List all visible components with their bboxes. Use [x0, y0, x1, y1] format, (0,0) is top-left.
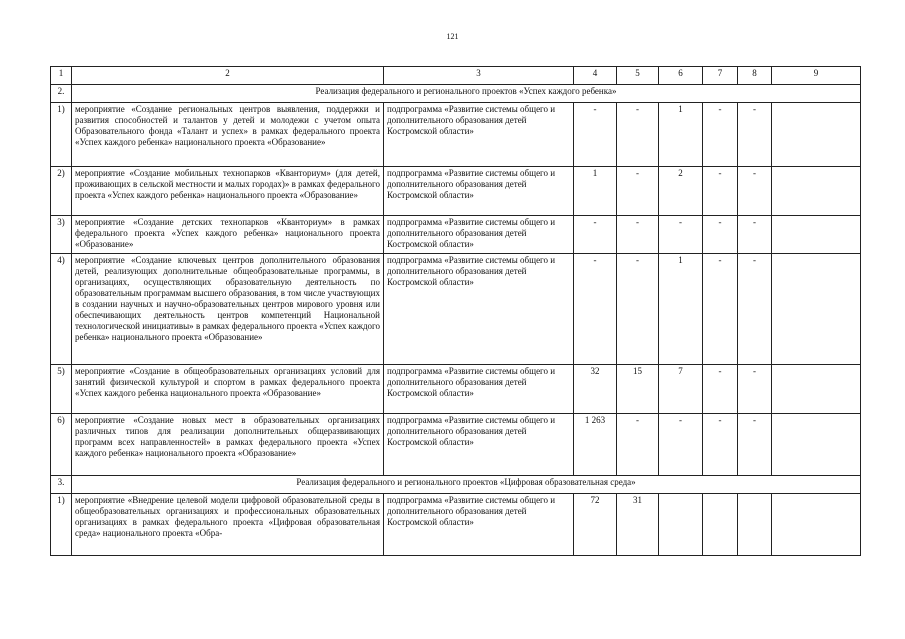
- table-row: [51, 103, 861, 167]
- header-cell: 3: [384, 67, 574, 85]
- row-value-col5: 15: [617, 365, 659, 414]
- row-value-col4: 32: [574, 365, 617, 414]
- row-value-col9: [772, 414, 861, 476]
- section-row: [51, 85, 861, 103]
- header-cell: 4: [574, 67, 617, 85]
- row-value-col6: 2: [659, 167, 703, 216]
- row-program: подпрограмма «Развитие системы общего и дополнительного образования детей Костромской области»: [384, 494, 574, 556]
- row-value-col8: -: [738, 254, 772, 365]
- row-value-col8: [738, 494, 772, 556]
- row-value-col6: -: [659, 216, 703, 254]
- header-row: [51, 67, 861, 85]
- row-value-col5: -: [617, 103, 659, 167]
- row-number: 5): [51, 365, 72, 414]
- section-title: Реализация федерального и регионального проектов «Цифровая образовательная среда»: [72, 476, 861, 494]
- row-value-col8: -: [738, 103, 772, 167]
- row-value-col4: 1: [574, 167, 617, 216]
- row-program: подпрограмма «Развитие системы общего и дополнительного образования детей Костромской области»: [384, 103, 574, 167]
- row-value-col9: [772, 494, 861, 556]
- row-value-col6: -: [659, 414, 703, 476]
- row-value-col4: 1 263: [574, 414, 617, 476]
- section-number: 3.: [51, 476, 72, 494]
- row-value-col8: -: [738, 365, 772, 414]
- row-value-col9: [772, 103, 861, 167]
- row-value-col4: -: [574, 216, 617, 254]
- row-value-col4: -: [574, 254, 617, 365]
- row-value-col9: [772, 254, 861, 365]
- row-value-col6: [659, 494, 703, 556]
- row-number: 3): [51, 216, 72, 254]
- header-cell: 9: [772, 67, 861, 85]
- row-value-col9: [772, 365, 861, 414]
- row-value-col5: -: [617, 167, 659, 216]
- row-description: мероприятие «Создание детских технопарков «Кванториум» в рамках федерального проекта «Успех каждого ребенка» национального проекта «Образование»: [72, 216, 384, 254]
- row-value-col7: -: [703, 254, 738, 365]
- table-row: [51, 494, 861, 556]
- row-program: подпрограмма «Развитие системы общего и дополнительного образования детей Костромской области»: [384, 365, 574, 414]
- row-program: подпрограмма «Развитие системы общего и дополнительного образования детей Костромской области»: [384, 216, 574, 254]
- row-description: мероприятие «Создание мобильных технопарков «Кванториум» (для детей, проживающих в сельской местности и малых городах)» в рамках федерального проекта «Успех каждого ребенка» национального проекта «Образование»: [72, 167, 384, 216]
- row-value-col6: 1: [659, 103, 703, 167]
- row-number: 1): [51, 494, 72, 556]
- row-description: мероприятие «Создание региональных центров выявления, поддержки и развития способностей и талантов у детей и молодежи с учетом опыта Образовательного фонда «Талант и успех» в рамках федерального проекта «Успех каждого ребенка» национального проекта «Образование»: [72, 103, 384, 167]
- header-cell: 6: [659, 67, 703, 85]
- section-title: Реализация федерального и регионального проектов «Успех каждого ребенка»: [72, 85, 861, 103]
- row-value-col8: -: [738, 414, 772, 476]
- row-description: мероприятие «Создание ключевых центров дополнительного образования детей, реализующих дополнительные общеобразовательные программы, в организациях, осуществляющих образовательную деятельность по образовательным программам высшего образования, в том числе участвующих в создании научных и научно-образовательных центров мирового уровня или обеспечивающих деятельность центров компетенций Национальной технологической инициативы» в рамках федерального проекта «Успех каждого ребенка» национального проекта «Образование»: [72, 254, 384, 365]
- row-value-col7: -: [703, 414, 738, 476]
- table-row: [51, 254, 861, 365]
- row-value-col6: 1: [659, 254, 703, 365]
- row-value-col5: 31: [617, 494, 659, 556]
- row-number: 2): [51, 167, 72, 216]
- program-table: [50, 66, 861, 556]
- table-row: [51, 167, 861, 216]
- row-value-col7: [703, 494, 738, 556]
- row-number: 4): [51, 254, 72, 365]
- row-value-col9: [772, 167, 861, 216]
- row-description: мероприятие «Создание новых мест в образовательных организациях различных типов для реализации дополнительных общеразвивающих программ всех направленностей» в рамках федерального проекта «Успех каждого ребенка» национального проекта «Образование»: [72, 414, 384, 476]
- table-row: [51, 414, 861, 476]
- header-cell: 5: [617, 67, 659, 85]
- row-value-col5: -: [617, 414, 659, 476]
- section-number: 2.: [51, 85, 72, 103]
- row-program: подпрограмма «Развитие системы общего и дополнительного образования детей Костромской области»: [384, 167, 574, 216]
- section-row: [51, 476, 861, 494]
- row-number: 1): [51, 103, 72, 167]
- row-value-col7: -: [703, 103, 738, 167]
- row-number: 6): [51, 414, 72, 476]
- row-value-col7: -: [703, 167, 738, 216]
- row-value-col5: -: [617, 254, 659, 365]
- header-cell: 1: [51, 67, 72, 85]
- table-row: [51, 216, 861, 254]
- row-value-col8: -: [738, 167, 772, 216]
- row-value-col4: -: [574, 103, 617, 167]
- row-program: подпрограмма «Развитие системы общего и дополнительного образования детей Костромской области»: [384, 414, 574, 476]
- row-value-col8: -: [738, 216, 772, 254]
- page-number: 121: [446, 32, 459, 41]
- header-cell: 8: [738, 67, 772, 85]
- header-cell: 2: [72, 67, 384, 85]
- table-row: [51, 365, 861, 414]
- row-value-col7: -: [703, 216, 738, 254]
- row-description: мероприятие «Создание в общеобразовательных организациях условий для занятий физической культурой и спортом в рамках федерального проекта «Успех каждого ребенка национального проекта «Образование»: [72, 365, 384, 414]
- header-cell: 7: [703, 67, 738, 85]
- row-value-col6: 7: [659, 365, 703, 414]
- row-value-col7: -: [703, 365, 738, 414]
- row-description: мероприятие «Внедрение целевой модели цифровой образовательной среды в общеобразовательных организациях и профессиональных образовательных организациях в рамках федерального проекта «Цифровая образовательная среда» национального проекта «Обра-: [72, 494, 384, 556]
- row-value-col5: -: [617, 216, 659, 254]
- row-value-col9: [772, 216, 861, 254]
- row-value-col4: 72: [574, 494, 617, 556]
- row-program: подпрограмма «Развитие системы общего и дополнительного образования детей Костромской области»: [384, 254, 574, 365]
